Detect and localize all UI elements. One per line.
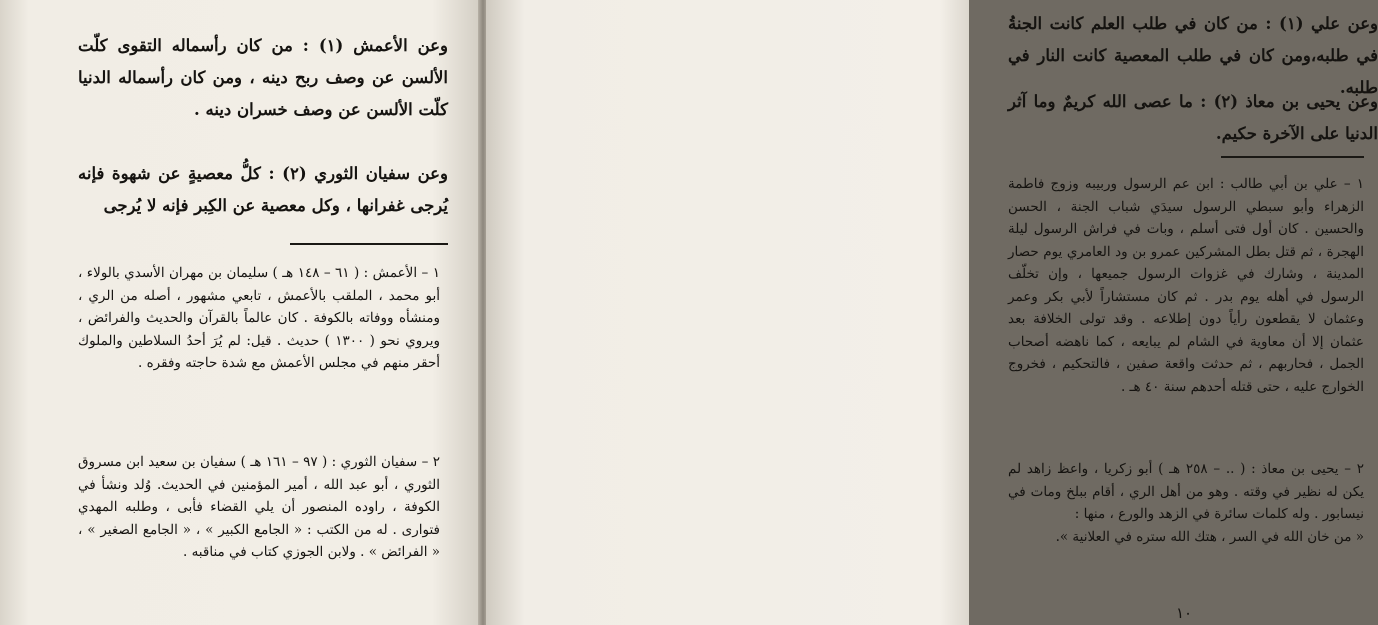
right-page [486, 0, 1378, 625]
footnote-divider [290, 243, 448, 245]
footnote-al-amash: ١ – الأعمش : ( ٦١ – ١٤٨ هـ ) سليمان بن مهران الأسدي بالولاء ، أبو محمد ، الملقب بالأعمش ، تابعي مشهور ، أصله من الري ، ومنشأه ووفاته بالكوفة . كان عالماً بالقرآن والحديث والفرائض ، ويروي نحو ( ١٣٠٠ ) حديث . قيل: لم يُرَ أحدُ السلاطين والملوك أحقر منهم في مجلس الأعمش مع شدة حاجته وفقره . [78, 265, 440, 371]
left-page [0, 0, 480, 625]
quote-al-amash: وعن الأعمش (١) : من كان رأسماله التقوى كلّت الألسن عن وصف ربح دينه ، ومن كان رأسماله الدنيا كلّت الألسن عن وصف خسران دينه . [78, 36, 448, 119]
footnote-yahya-saying: « من خان الله في السر ، هتك الله ستره في العلانية ». [1055, 528, 1364, 545]
quote-sufyan-thawri: وعن سفيان الثوري (٢) : كلُّ معصيةٍ عن شهوة فإنه يُرجى غفرانها ، وكل معصية عن الكِبر فإنه لا يُرجى [78, 164, 448, 215]
page-number: ١٠ [1176, 604, 1193, 622]
footnote-yahya-text: ٢ – يحيى بن معاذ : ( .. – ٢٥٨ هـ ) أبو زكريا ، واعظ زاهد لم يكن له نظير في وقته . وهو من أهل الري ، أقام ببلخ ومات في نيسابور . وله كلمات سائرة في الزهد والورع ، منها : [1008, 461, 1364, 522]
footnote-ali: ١ – علي بن أبي طالب : ابن عم الرسول وربيبه وزوج فاطمة الزهراء وأبو سبطي الرسول سيدَي شباب الجنة ، الحسن والحسين . كان أول فتى أسلم ، وبات في فراش الرسول ليلة الهجرة ، ثم قتل بطل المشركين عمرو بن ود العامري يوم حصار المدينة ، وشارك في غزوات الرسول جميعها ، وإن تخلّف الرسول في أهله يوم بدر . ثم كان مستشاراً لأبي بكر وعمر وعثمان لا يقطعون رأياً دون إطلاعه . وقد تولى الخلافة بعد عثمان إلا أن معاوية في الشام لم يبايعه ، كما ناهضه أصحاب الجمل ، فحاربهم ، ثم حدثت واقعة صفين ، فالتحكيم ، فخروج الخوارج عليه ، حتى قتله أحدهم سنة ٤٠ هـ . [1008, 176, 1364, 395]
footnote-sufyan-thawri: ٢ – سفيان الثوري : ( ٩٧ – ١٦١ هـ ) سفيان بن سعيد ابن مسروق الثوري ، أبو عبد الله ، أمير المؤمنين في الحديث. وُلد ونشأ في الكوفة ، راوده المنصور أن يلي القضاء فأبى ، وطلبه المهدي فتوارى . له من الكتب : « الجامع الكبير » ، « الجامع الصغير » ، « الفرائض » . ولابن الجوزي كتاب في مناقبه . [78, 454, 440, 560]
quote-ali: وعن علي (١) : من كان في طلب العلم كانت الجنةُ في طلبه،ومن كان في طلب المعصية كانت النار في طلبه. [1008, 14, 1378, 97]
footnote-divider [1221, 156, 1364, 158]
quote-yahya-ibn-muadh: وعن يحيى بن معاذ (٢) : ما عصى الله كريمٌ وما آثر الدنيا على الآخرة حكيم. [1008, 92, 1378, 143]
footnote-yahya-ibn-muadh [1008, 458, 1364, 548]
